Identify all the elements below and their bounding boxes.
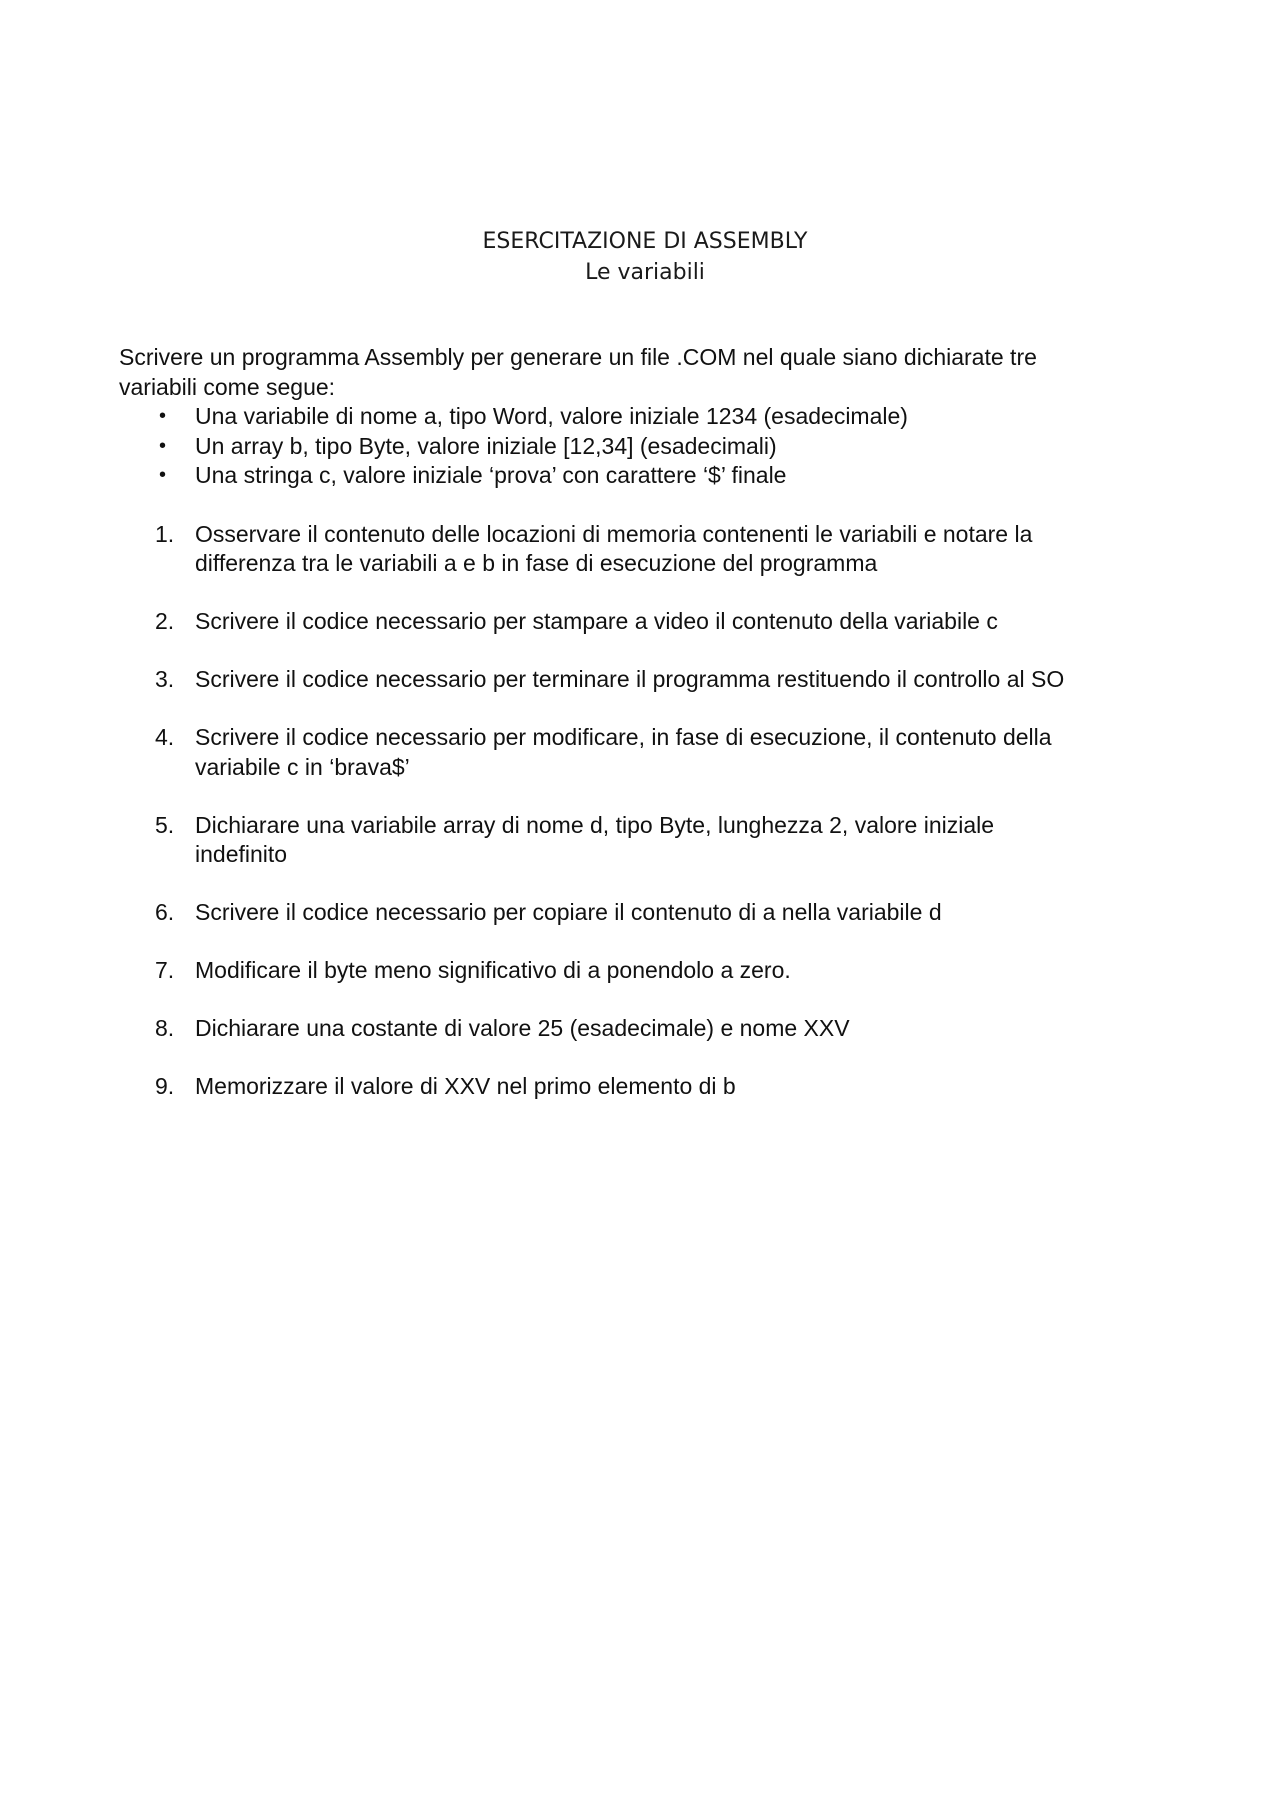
- document-body: [119, 343, 1179, 1130]
- task-item: [119, 607, 1179, 637]
- task-item: [119, 956, 1179, 986]
- title-block: [0, 226, 1280, 288]
- task-number: 7.: [155, 957, 175, 983]
- task-number: 2.: [155, 608, 175, 634]
- task-number: 8.: [155, 1015, 175, 1041]
- bullet-text: Una variabile di nome a, tipo Word, valore iniziale 1234 (esadecimale): [195, 403, 908, 429]
- document-title: ESERCITAZIONE DI ASSEMBLY: [482, 229, 808, 254]
- bullet-icon: •: [159, 405, 167, 427]
- task-text: Scrivere il codice necessario per stampare a video il contenuto della variabile c: [195, 608, 998, 634]
- bullet-text: Un array b, tipo Byte, valore iniziale [12,34] (esadecimali): [195, 432, 777, 459]
- task-item: [119, 1014, 1179, 1044]
- task-text: Modificare il byte meno significativo di a ponendolo a zero.: [195, 957, 791, 983]
- task-number: 3.: [155, 666, 175, 692]
- task-item: [119, 811, 1179, 870]
- intro-line: variabili come segue:: [119, 373, 336, 400]
- task-number: 1.: [155, 520, 175, 547]
- task-text: variabile c in ‘brava$’: [195, 753, 410, 780]
- document-subtitle: Le variabili: [585, 260, 705, 285]
- task-number: 6.: [155, 899, 175, 925]
- task-text: Scrivere il codice necessario per copiare il contenuto di a nella variabile d: [195, 899, 942, 925]
- task-number: 9.: [155, 1073, 175, 1099]
- task-number: 4.: [155, 724, 175, 750]
- bullet-item: [119, 432, 1179, 462]
- bullet-item: [119, 402, 1179, 432]
- variable-bullet-list: [119, 402, 1179, 491]
- task-text: Dichiarare una costante di valore 25 (esadecimale) e nome XXV: [195, 1015, 850, 1041]
- bullet-icon: •: [159, 464, 167, 486]
- task-item: [119, 898, 1179, 928]
- intro-paragraph: [119, 343, 1179, 402]
- task-text: Memorizzare il valore di XXV nel primo elemento di b: [195, 1073, 736, 1099]
- task-item: [119, 1072, 1179, 1102]
- bullet-text: Una stringa c, valore iniziale ‘prova’ con carattere ‘$’ finale: [195, 462, 787, 488]
- task-item: [119, 520, 1179, 579]
- bullet-item: [119, 461, 1179, 491]
- intro-line: Scrivere un programma Assembly per generare un file .COM nel quale siano dichiarate tre: [119, 344, 1037, 370]
- task-list: [119, 520, 1179, 1102]
- task-text: Osservare il contenuto delle locazioni di memoria contenenti le variabili e notare la: [195, 520, 1033, 547]
- task-number: 5.: [155, 811, 175, 838]
- task-item: [119, 723, 1179, 782]
- task-text: indefinito: [195, 841, 288, 867]
- task-text: Scrivere il codice necessario per modificare, in fase di esecuzione, il contenuto della: [195, 724, 1052, 750]
- task-text: differenza tra le variabili a e b in fase di esecuzione del programma: [195, 550, 878, 576]
- task-text: Dichiarare una variabile array di nome d, tipo Byte, lunghezza 2, valore iniziale: [195, 811, 995, 838]
- task-text: Scrivere il codice necessario per terminare il programma restituendo il controllo al SO: [195, 666, 1065, 692]
- task-item: [119, 665, 1179, 695]
- bullet-icon: •: [159, 434, 167, 457]
